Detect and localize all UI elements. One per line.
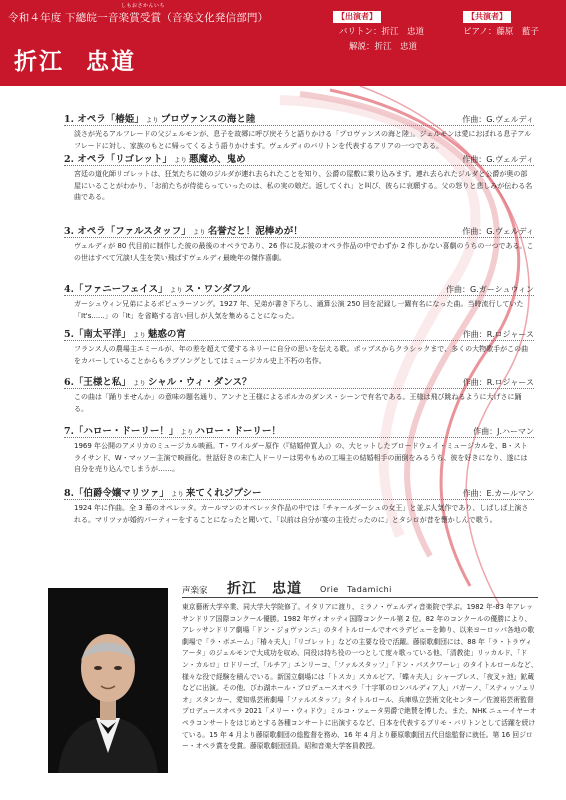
item-title: 8.「伯爵令嬢マリツァ」 [64,488,169,499]
item-composer: 作曲：E.カールマン [462,489,534,498]
item-song: ス・ワンダフル [184,284,251,295]
item-description: 1924 年に作曲。全 3 幕のオペレッタ。カールマンのオペレッタ作品の中では「チャールダーシュの女王」と並ぶ人気作であり、しばしば上演される。マリツァが婚約パーティーをすることになったと聞いて、「以前は自分が宴の主役だったのに」とタシロが昔を懐かしんで歌う。 [74,504,529,524]
item-title: 4.「ファニーフェイス」 [64,284,168,295]
header-banner [0,0,566,86]
item-composer: 作曲：R.ロジャース [462,378,534,387]
award-text: 令和４年度 下總皖一音楽賞受賞（音楽文化発信部門） [8,12,269,24]
item-yori: より [132,379,146,387]
item-title: 3. オペラ「ファルスタッフ」 [64,226,191,237]
performer-given-name: 忠道 [86,48,136,75]
item-description: 1969 年公開のアメリカのミュージカル映画。T・ワイルダー原作（『結婚仲買人』）の、大ヒットしたブロードウェイ・ミュージカルを、B・ストライサンド、W・マッソー主演で映画化。世話好きの未亡人ドーリーは男やもめの工場主の結婚相手の面倒をみるうち、彼を好きになり、遂には自分を売り込んでしまうが……。 [74,442,528,473]
item-title: 6.「王様と私」 [64,377,131,388]
item-description: フランス人の農場主エミールが、年の差を超えて愛するネリーに自分の思いを伝える歌。ポップスからクラシックまで、多くの大物歌手がこの曲をカバーしていることからもラブソングとしてはミュージカル史上不朽の名作。 [74,345,529,365]
item-yori: より [169,286,183,294]
performer-name [14,43,136,76]
item-song: 魅惑の宵 [147,329,186,340]
item-description: 宮廷の道化師リゴレットは、狂気たちに娘のジルダが連れ去られたことを知り、公爵の屋敷に乗り込みます。連れ去られたジルダと公爵が奥の部屋にいることがわかり、「お前たちが侍徒らっていったのは、私の実の娘だ。返してくれ」と叫び、彼らに哀願する。父の怒りと悲しみが伝わる名曲である。 [74,170,533,201]
program-item [64,152,534,204]
item-yori: より [145,116,159,124]
item-description: 淡さが光るアルフレードの父ジェルモンが、息子を故郷に呼び戻そうと語りかける「プロヴァンスの海と陸」。ジェルモンは愛におぼれる息子アルフレードに対し、家族のもとに帰ってくるよう語りかけます。ヴェルディのバリトンを代表するアリアの一つである。 [74,130,532,150]
performers-line-2: 解説：折江 忠道 [349,42,418,52]
program-item [64,112,534,152]
program-item [64,327,534,367]
performer-family-name: 折江 [14,48,64,75]
program-item [64,424,534,476]
item-composer: 作曲：G.ヴェルディ [462,227,534,236]
item-yori: より [173,156,187,164]
item-description: ガーシュウィン兄弟によるポピュラーソング。1927 年、兄弟が書き下ろし、通算公演 250 回を記録し一躍有名になった曲。当時流行していた「It's......」の「It」を省略する言い回しが人気を集めることになった。 [74,300,524,320]
profile-heading [182,578,538,598]
item-composer: 作曲：G.ヴェルディ [462,155,534,164]
performers-heading: 【出演者】 [333,11,381,23]
item-composer: 作曲：G.ヴェルディ [462,115,534,124]
item-title: 5.「南太平洋」 [64,329,131,340]
item-composer: 作曲：R.ロジャース [462,330,534,339]
profile-role: 声楽家 [182,586,208,596]
item-title: 7.「ハロー・ドーリー！」 [64,426,179,437]
item-title: 1. オペラ「椿姫」 [64,114,144,125]
item-composer: 作曲：J.ハーマン [473,427,534,436]
item-song: 来てくれジプシー [185,488,262,499]
program-item [64,486,534,526]
item-song: 名誉だと！泥棒めが！ [207,226,303,237]
program-item [64,282,534,322]
item-song: プロヴァンスの海と陸 [160,114,256,125]
item-title: 2. オペラ「リゴレット」 [64,154,172,165]
profile-name-roman: Orie Tadamichi [320,585,392,594]
profile-biography: 東京藝術大学卒業、同大学大学院修了。イタリアに渡り、ミラノ・ヴェルディ音楽院で学ぶ。1982 年-83 年アレッサンドリア国際コンクール優勝。1982 年ヴィオッティ国際コンクール第 2 位。82 年のコンクールの優勝により、アレッサンドリア劇場「ドン・ジョヴァンニ」のタイトルロールでオペラデビューを飾り、以来ヨーロッパ各地の歌劇場で「ラ・ボエーム」「椿々夫人」「リゴレット」などの主要な役で活躍。藤原歌劇団には、88 年「ラ・トラヴィアータ」のジェルモンで大成功を収め、同役は持ち役の一つとして度々歌っている他、「清教徒」リッカルド、「ドン・カルロ」ロドリーゴ、「ルチア」エンリーコ、「ファルスタッフ」「ドン・パスクワーレ」のタイトルロールなど、様々な役で経験を積んでいる。新国立劇場には「トスカ」スカルピア、「蝶々夫人」シャープレス、「夜叉ヶ池」鉱蔵などに出演。その他、びわ湖ホール・プロデュースオペラ「十字軍のロンバルディア人」パガーノ、「スティッフェリオ」スタンカー、愛知県芸術劇場「ファルスタッフ」タイトルロール、兵庫県立芸術文化センター／佐渡裕芸術監督プロデュースオペラ 2021「メリー・ウィドウ」ミルコ・ツェータ男爵で絶賛を博した。また、NHK ニューイヤーオペラコンサートをはじめとする各種コンサートに出演するなど、日本を代表するプリモ・バリトンとして活躍を続けている。15 年 4 月より藤原歌劇団の総監督を務め、16 年 4 月より藤原歌劇団五代目総監督に就任。第 16 回ジロー・オペラ賞を受賞。藤原歌劇団団員。昭和音楽大学客員教授。 [182,603,538,751]
item-composer: 作曲：G.ガーシュウィン [446,285,534,294]
item-description: ヴェルディが 80 代目前に制作した彼の最後のオペラであり、26 作に及ぶ彼のオペラ作品の中でわずか 2 作しかない喜劇のうちの一つである。この世はすべて冗談!人生を笑い飛ばすヴェルディ最晩年の傑作喜劇。 [74,242,534,262]
profile-name: 折江 忠道 [227,581,302,597]
co-performers-heading: 【共演者】 [463,11,511,23]
program-item [64,375,534,415]
award-line [8,3,269,25]
item-song: 悪魔め、鬼め [188,154,246,165]
performer-photo [48,588,168,773]
item-yori: より [192,228,206,236]
award-ruby: しもおさかんいち [121,3,166,9]
performers-line-1: バリトン：折江 忠道 [339,27,425,37]
profile-section [48,578,538,793]
item-yori: より [170,490,184,498]
item-description: この曲は「踊りませんか」の意味の題名通り、アンナと王様によるポルカのダンス・シーンで有名である。王様は飛び跳ねるように大げさに踊る。 [74,393,522,413]
co-performers-line-1: ピアノ：藤原 藍子 [463,27,539,37]
program-item [64,224,534,264]
item-yori: より [180,428,194,436]
item-yori: より [132,331,146,339]
item-song: ハロー・ドーリー！ [195,426,281,437]
item-song: シャル・ウィ・ダンス？ [147,377,252,388]
